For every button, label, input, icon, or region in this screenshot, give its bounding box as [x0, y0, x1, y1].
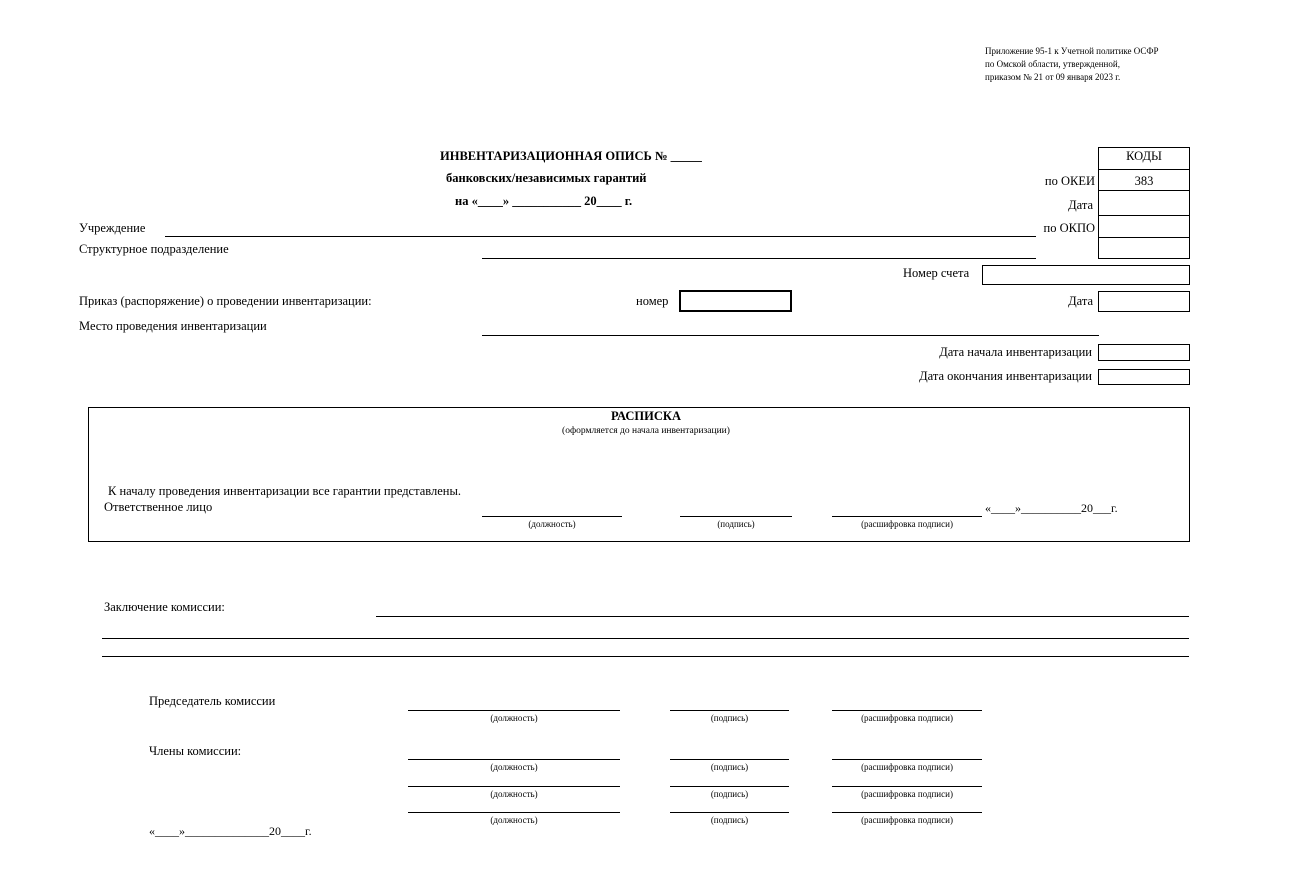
responsible-position-line[interactable] [482, 516, 622, 517]
order-label: Приказ (распоряжение) о проведении инвентаризации: [79, 294, 372, 308]
receipt-title: РАСПИСКА [610, 409, 682, 423]
account-number-field[interactable] [982, 265, 1190, 285]
order-date-label: Дата [1068, 294, 1093, 308]
member2-decoding-line[interactable] [832, 786, 982, 787]
okei-value: 383 [1134, 174, 1154, 188]
member1-decoding-line[interactable] [832, 759, 982, 760]
header-note-line3: приказом № 21 от 09 января 2023 г. [985, 72, 1121, 82]
end-date-field[interactable] [1098, 369, 1190, 385]
member2-position-caption: (должность) [490, 789, 538, 799]
receipt-subtitle: (оформляется до начала инвентаризации) [562, 426, 730, 436]
subdivision-line[interactable] [482, 258, 1036, 259]
header-note-line2: по Омской области, утвержденной, [985, 59, 1120, 69]
members-label: Члены комиссии: [149, 744, 242, 758]
responsible-signature-caption: (подпись) [717, 519, 755, 529]
conclusion-line-3[interactable] [102, 656, 1189, 657]
member3-position-caption: (должность) [490, 815, 538, 825]
order-number-field[interactable] [679, 290, 792, 312]
start-date-field[interactable] [1098, 344, 1190, 361]
chairman-signature-caption: (подпись) [710, 713, 749, 723]
responsible-label: Ответственное лицо [104, 500, 213, 514]
member3-signature-line[interactable] [670, 812, 789, 813]
responsible-position-caption: (должность) [528, 519, 576, 529]
start-date-label: Дата начала инвентаризации [939, 345, 1092, 359]
subdivision-label: Структурное подразделение [79, 242, 229, 256]
conclusion-line-2[interactable] [102, 638, 1189, 639]
member1-position-line[interactable] [408, 759, 620, 760]
order-number-label: номер [636, 294, 669, 308]
responsible-signature-line[interactable] [680, 516, 792, 517]
place-line[interactable] [482, 335, 1099, 336]
chairman-decoding-line[interactable] [832, 710, 982, 711]
place-label: Место проведения инвентаризации [79, 319, 267, 333]
document-title: ИНВЕНТАРИЗАЦИОННАЯ ОПИСЬ № _____ [440, 149, 702, 163]
account-number-label: Номер счета [903, 266, 970, 280]
member3-decoding-caption: (расшифровка подписи) [861, 815, 953, 825]
okei-label: по ОКЕИ [1044, 174, 1095, 188]
institution-label: Учреждение [79, 221, 146, 235]
member3-position-line[interactable] [408, 812, 620, 813]
receipt-date-line: «____»__________20___г. [985, 501, 1118, 515]
member2-position-line[interactable] [408, 786, 620, 787]
conclusion-label: Заключение комиссии: [104, 600, 225, 614]
receipt-statement: К началу проведения инвентаризации все гарантии представлены. [108, 484, 462, 498]
codes-header: КОДЫ [1126, 149, 1162, 163]
member1-position-caption: (должность) [490, 762, 538, 772]
chairman-decoding-caption: (расшифровка подписи) [861, 713, 953, 723]
member2-signature-line[interactable] [670, 786, 789, 787]
codes-date-label: Дата [1068, 198, 1093, 212]
header-note-line1: Приложение 95-1 к Учетной политике ОСФР [985, 46, 1159, 56]
commission-date-line: «____»______________20____г. [149, 824, 312, 838]
chairman-position-caption: (должность) [490, 713, 538, 723]
member1-signature-line[interactable] [670, 759, 789, 760]
chairman-label: Председатель комиссии [149, 694, 276, 708]
institution-line[interactable] [165, 236, 1036, 237]
okpo-label: по ОКПО [1043, 221, 1095, 235]
chairman-signature-line[interactable] [670, 710, 789, 711]
document-date-line: на «____» ___________ 20____ г. [455, 194, 633, 208]
member2-decoding-caption: (расшифровка подписи) [861, 789, 953, 799]
document-subtitle: банковских/независимых гарантий [446, 171, 647, 185]
member1-signature-caption: (подпись) [710, 762, 749, 772]
responsible-decoding-line[interactable] [832, 516, 982, 517]
end-date-label: Дата окончания инвентаризации [919, 369, 1092, 383]
member3-decoding-line[interactable] [832, 812, 982, 813]
member2-signature-caption: (подпись) [710, 789, 749, 799]
conclusion-line-1[interactable] [376, 616, 1189, 617]
member3-signature-caption: (подпись) [710, 815, 749, 825]
responsible-decoding-caption: (расшифровка подписи) [861, 519, 953, 529]
order-date-field[interactable] [1098, 291, 1190, 312]
member1-decoding-caption: (расшифровка подписи) [861, 762, 953, 772]
chairman-position-line[interactable] [408, 710, 620, 711]
